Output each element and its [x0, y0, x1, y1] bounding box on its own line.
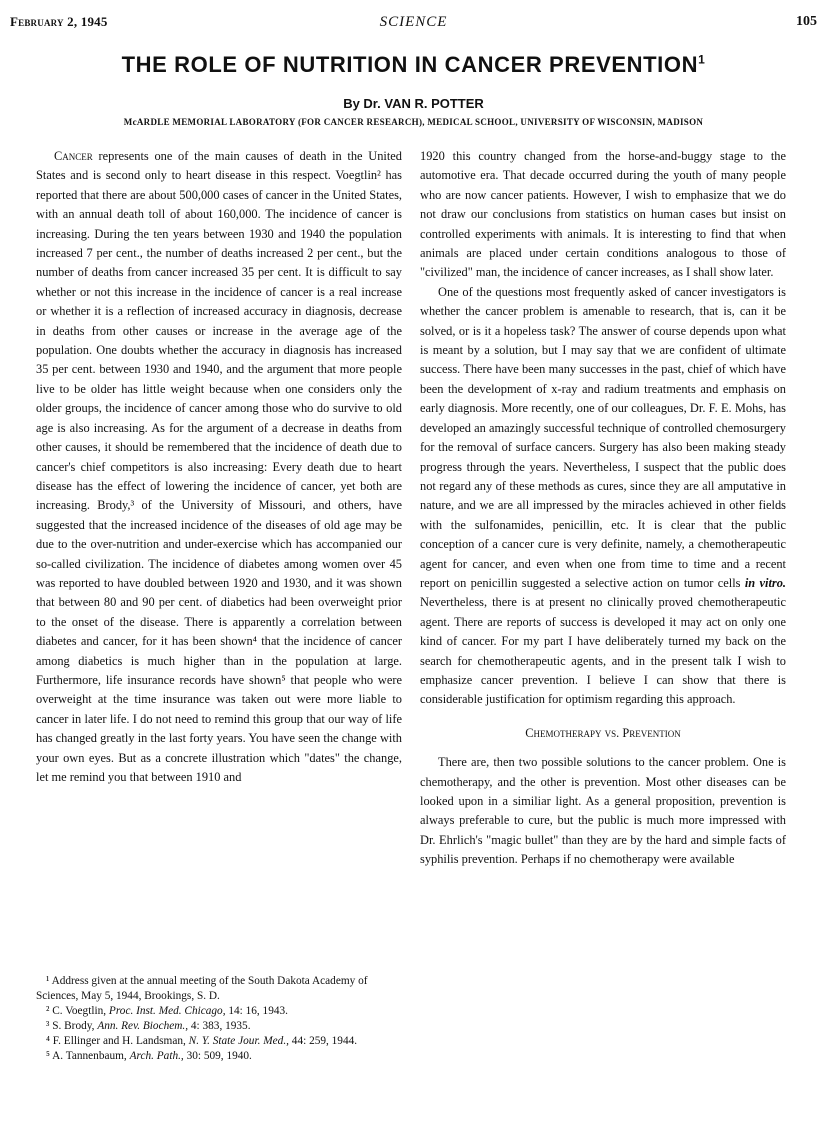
footnote: ³ S. Brody, Ann. Rev. Biochem., 4: 383, 1935.	[46, 1020, 251, 1032]
paragraph: There are, then two possible solutions to the cancer problem. One is chemotherapy, and the other is prevention. Most other diseases can be looked upon in a similiar light. As a general proposition, prevention is always preferable to cure, but the public is much more impressed with Dr. Ehrlich's "magic bullet" than they are by the hard and simple facts of syphilis prevention. Perhaps if no chemotherapy were available	[420, 755, 786, 867]
lead-word: Cancer	[54, 149, 93, 163]
paragraph-text: Nevertheless, there is at present no clinically proved chemotherapeutic agent. There are reports of success is developed it may act on only one kind of cancer. For my part I have deliberately turned my back on the search for chemotherapeutic agents, and in the present talk I wish to emphasize cancer prevention. I believe I can show that there is considerable justification for optimism regarding this approach.	[420, 595, 786, 707]
paragraph	[36, 147, 402, 787]
footnotes	[36, 974, 402, 1064]
page-number: 105	[796, 14, 817, 29]
footnote: ² C. Voegtlin, Proc. Inst. Med. Chicago, 14: 16, 1943.	[46, 1005, 288, 1017]
article-title	[30, 52, 797, 78]
journal-name: SCIENCE	[379, 14, 448, 30]
italic-phrase: in vitro.	[744, 575, 786, 590]
paragraph-text: One of the questions most frequently asked of cancer investigators is whether the cancer problem is amenable to research, that is, can it be solved, or is it a hopeless task? The answer of course depends upon what is meant by a solution, but I may say that we are confident of ultimate success. There have been many successes in the past, chief of which have been the development of x-ray and radium treatments and emphasis on early diagnosis. More recently, one of our colleagues, Dr. F. E. Mohs, has developed an amazingly successful technique of controlled chemosurgery for the removal of surface cancers. Surgery has also been making steady progress through the years. Nevertheless, I suspect that the public does not regard any of these methods as cures, since they are all amputative in nature, and we are all impressed by the miracles achieved in other fields with the sulfonamides, penicillin, etc. It is clear that the public conception of a cancer cure is very definite, namely, a chemotherapeutic agent for cancer, and even when one from time to time and a recent report on penicillin suggested a selective action on tumor cells	[420, 284, 786, 590]
footnote: ⁴ F. Ellinger and H. Landsman, N. Y. State Jour. Med., 44: 259, 1944.	[46, 1035, 358, 1047]
footnote: ¹ Address given at the annual meeting of the South Dakota Academy of Sciences, May 5, 1944, Brookings, S. D.	[36, 975, 368, 1002]
affiliation-line: McARDLE MEMORIAL LABORATORY (FOR CANCER RESEARCH), MEDICAL SCHOOL, UNIVERSITY OF WISCONSIN, MADISON	[123, 117, 704, 127]
right-column	[420, 147, 786, 870]
title-text: THE ROLE OF NUTRITION IN CANCER PREVENTION	[121, 52, 699, 77]
left-column	[36, 147, 402, 787]
issue-date: February 2, 1945	[10, 14, 108, 29]
paragraph-text: represents one of the main causes of death in the United States and is second only to heart disease in this respect. Voegtlin² has reported that there are about 500,000 cases of cancer in the United States, with an annual death toll of about 160,000. The incidence of cancer is increasing. During the ten years between 1930 and 1940 the population increased 7 per cent., the number of deaths increased 2 per cent., but the number of deaths from cancer increased 35 per cent. It is difficult to say whether or not this increase in the incidence of cancer is a real increase or whether it is a reflection of increased accuracy in diagnosis, decrease in deaths from other causes or increase in the average age of the population. One doubts whether the accuracy in diagnosis has increased 35 per cent. between 1930 and 1940, and the argument that more people live to be older has little weight because when one considers only the older groups, the incidence of cancer among those who do survive to old age is also increasing. As for the argument of a decrease in deaths from other causes, it should be remembered that the incidence of death due to cancer's chief competitors is also increasing: Every death due to heart disease has the effect of lowering the incidence of cancer, yet both are increasing. Brody,³ of the University of Missouri, and others, have suggested that the increased incidence of the diseases of old age may be due to the over-nutrition and under-exercise which has accompanied our so-called civilization. The incidence of diabetes among women over 45 was reported to have doubled between 1920 and 1930, and it was shown that between 80 and 90 per cent. of diabetics had been overweight prior to the onset of the disease. There is apparently a correlation between diabetes and cancer, for it has been shown⁴ that the incidence of cancer among diabetics is much higher than in the population at large. Furthermore, life insurance records have shown⁵ that people who were overweight at the time insurance was taken out were more liable to cancer in later life. I do not need to remind this group that our way of life has changed greatly in the last forty years. You have seen the change with your own eyes. But as a concrete illustration which "dates" the change, let me remind you that between 1910 and	[36, 149, 402, 784]
paragraph: 1920 this country changed from the horse-and-buggy stage to the automotive era. That decade occurred during the youth of many people who are now cancer patients. However, I wish to emphasize that we do not draw our conclusions from statistics on human cases but insist on controlled experiments with animals. It is interesting to find that when animals are placed under certain conditions analogous to those of "civilized" man, the incidence of cancer increases, as I shall show later.	[420, 149, 786, 280]
author-line: By Dr. VAN R. POTTER	[343, 96, 484, 111]
footnote: ⁵ A. Tannenbaum, Arch. Path., 30: 509, 1940.	[46, 1050, 252, 1062]
section-heading: Chemotherapy vs. Prevention	[525, 725, 681, 740]
title-footnote-marker: 1	[698, 52, 706, 67]
paragraph	[420, 283, 786, 710]
running-header	[10, 14, 817, 34]
